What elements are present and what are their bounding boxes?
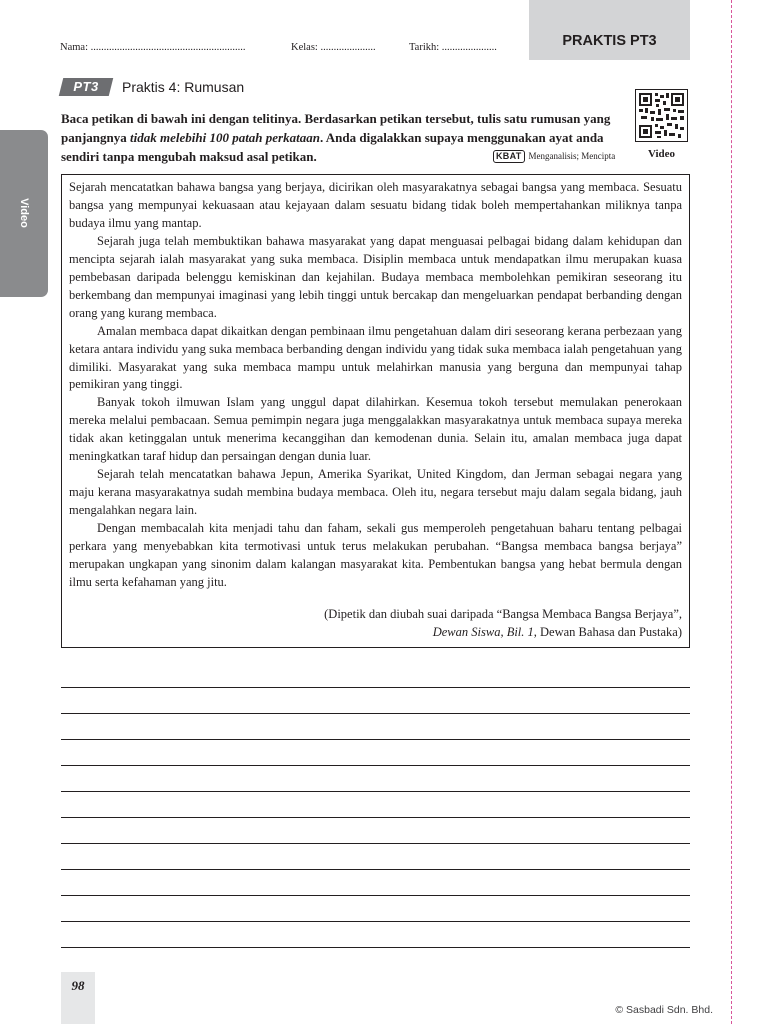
passage-paragraph: Banyak tokoh ilmuwan Islam yang unggul dapat dilahirkan. Kesemua tokoh tersebut memulakan penerokaan mereka melalui pembacaan. Semua pemimpin negara juga menggalakkan masyarakatnya untuk membaca supaya mereka tidak akan ketinggalan untuk menerima kecanggihan dan kemodenan dunia. Selain itu, amalan membaca juga dapat meningkatkan taraf hidup dan persaingan dengan dunia luar. [69,395,682,464]
trim-guide-line [731,0,732,1024]
kelas-field[interactable]: Kelas: ..................... [291,42,376,53]
answer-line[interactable] [61,817,690,818]
answer-line[interactable] [61,921,690,922]
copyright: © Sasbadi Sdn. Bhd. [615,1004,713,1016]
kbat-skills: Menganalisis; Mencipta [528,151,616,161]
passage-paragraph: Sejarah telah mencatatkan bahawa Jepun, Amerika Syarikat, United Kingdom, dan Jerman sebagai negara yang maju kerana masyarakatnya sudah membina budaya membaca. Oleh itu, negara tersebut maju dalam segala bidang, jauh mengalahkan negara lain. [69,467,682,518]
tarikh-field[interactable]: Tarikh: ..................... [409,42,497,53]
nama-field[interactable]: Nama: ........................................................... [60,42,246,53]
answer-line[interactable] [61,947,690,948]
answer-line[interactable] [61,739,690,740]
video-side-tab[interactable] [0,130,48,297]
source-line-1: (Dipetik dan diubah suai daripada “Bangsa Membaca Bangsa Berjaya”, [324,607,682,621]
section-title: Praktis 4: Rumusan [122,79,245,95]
passage-box [61,174,690,648]
praktis-label: PRAKTIS PT3 [562,33,657,49]
source-line-2 [324,623,682,641]
answer-line[interactable] [61,713,690,714]
source-publisher: , Dewan Bahasa dan Pustaka) [533,625,682,639]
pt3-badge: PT3 [73,79,99,94]
answer-line[interactable] [61,869,690,870]
student-info-header [60,40,520,56]
praktis-header-box [529,0,690,60]
passage-paragraph: Sejarah juga telah membuktikan bahawa masyarakat yang dapat menguasai pelbagai bidang dalam kehidupan dan mencipta sejarah ialah masyarakat yang suka membaca. Disiplin membaca untuk mendapatkan ilmu merupakan kuasa pembebasan daripada belenggu kemiskinan dan kejahilan. Budaya membaca membolehkan pemikiran seseorang itu berkembang dan mempunyai imaginasi yang lebih tinggi untuk bercakap dan mengeluarkan pendapat berbanding dengan orang yang kurang membaca. [69,233,682,320]
qr-code-icon[interactable] [635,89,688,142]
answer-line[interactable] [61,687,690,688]
answer-line[interactable] [61,791,690,792]
instructions-part-2: . Anda digalakkan supaya menggunakan ayat anda sendiri tanpa mengubah maksud asal petikan. [61,130,604,164]
passage-paragraph: Sejarah mencatatkan bahawa bangsa yang berjaya, dicirikan oleh masyarakatnya sebagai bangsa yang membaca. Sesuatu bangsa yang mempunyai kekuasaan atau kejayaan dalam sesuatu bidang tidak boleh mempertahankan miliknya tanpa budaya ilmu yang mantap. [69,180,682,230]
answer-line[interactable] [61,765,690,766]
kbat-badge: KBAT [493,150,525,163]
answer-line[interactable] [61,843,690,844]
instructions-emphasis: tidak melebihi 100 patah perkataan [130,130,320,145]
source-publication: Dewan Siswa, Bil. 1 [432,625,534,639]
page-number: 98 [71,978,85,993]
passage-paragraph: Amalan membaca dapat dikaitkan dengan pembinaan ilmu pengetahuan dalam diri seseorang kerana perbezaan yang ketara antara individu yang suka membaca berbanding dengan individu yang tidak suka membaca ialah pengetahuan yang dimiliki. Masyarakat yang suka membaca mampu untuk melahirkan manusia yang berguna dan mempunyai tahap pemikiran yang tinggi. [69,323,682,392]
qr-code-graphic [639,93,684,138]
kbat-tag [493,149,615,163]
qr-caption: Video [647,148,676,160]
answer-line[interactable] [61,895,690,896]
passage-paragraph: Dengan membacalah kita menjadi tahu dan faham, sekali gus memperoleh pengetahuan baharu tentang pelbagai perkara yang menyebabkan kita termotivasi untuk terus melakukan perubahan. “Bangsa membaca bangsa berjaya” merupakan ungkapan yang sinonim dalam kalangan masyarakat kita. Pembentukan bangsa yang hebat bermula dengan ilmu serta kefahaman yang jitu. [69,521,682,589]
instructions-part-1: Baca petikan di bawah ini dengan telitinya. Berdasarkan petikan tersebut, tulis satu rumusan yang panjangnya [61,111,611,145]
page-number-box [61,972,95,1024]
video-side-tab-label: Video [18,198,30,228]
passage-source [324,605,682,641]
